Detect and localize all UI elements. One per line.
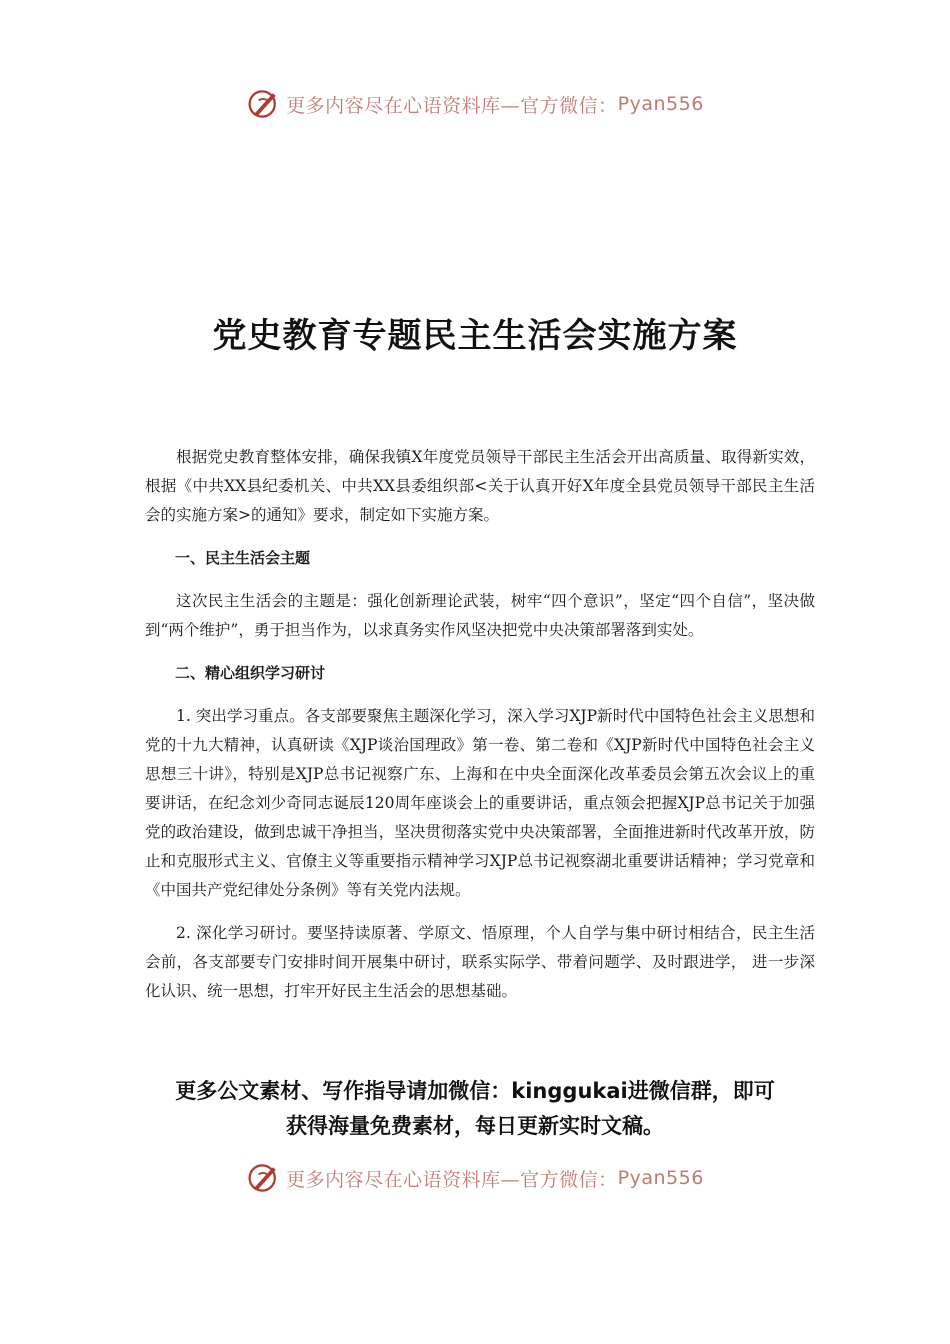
section2-heading: 二、精心组织学习研讨 [175, 664, 326, 682]
document-title: 党史教育专题民主生活会实施方案 [212, 316, 738, 356]
header-banner [0, 80, 950, 128]
intro-paragraph: 根据党史教育整体安排，确保我镇X年度党员领导干部民主生活会开出高质量、取得新实效，根据《中共XX县纪委机关、中共XX县委组织部<关于认真开好X年度全县党员领导干部民主生活会的实施方案>的通知》要求，制定如下实施方案。 [145, 448, 815, 524]
promo-block [120, 1074, 830, 1144]
footer-banner-wechat-id: Pyan556 [617, 1167, 704, 1189]
pen-logo-icon [246, 1160, 282, 1196]
document-body [145, 443, 815, 1020]
pen-logo-icon [246, 86, 282, 122]
footer-banner-text: 更多内容尽在心语资料库—官方微信： [286, 1168, 618, 1191]
promo-line-1: 更多公文素材、写作指导请加微信：kinggukai进微信群，即可 [175, 1079, 775, 1103]
header-banner-text: 更多内容尽在心语资料库—官方微信： [286, 94, 618, 117]
section1-heading: 一、民主生活会主题 [175, 549, 311, 567]
footer-banner [0, 1154, 950, 1202]
item2-paragraph: 2. 深化学习研讨。要坚持读原著、学原文、悟原理，个人自学与集中研讨相结合，民主生活会前，各支部要专门安排时间开展集中研讨，联系实际学、带着问题学、及时跟进学， 进一步深化认识、统一思想，打牢开好民主生活会的思想基础。 [145, 924, 815, 1000]
item1-paragraph: 1. 突出学习重点。各支部要聚焦主题深化学习，深入学习XJP新时代中国特色社会主义思想和党的十九大精神，认真研读《XJP谈治国理政》第一卷、第二卷和《XJP新时代中国特色社会主义思想三十讲》，特别是XJP总书记视察广东、上海和在中央全面深化改革委员会第五次会议上的重要讲话，在纪念刘少奇同志诞辰120周年座谈会上的重要讲话，重点领会把握XJP总书记关于加强党的政治建设，做到忠诚干净担当，坚决贯彻落实党中央决策部署，全面推进新时代改革开放，防止和克服形式主义、官僚主义等重要指示精神学习XJP总书记视察湖北重要讲话精神；学习党章和《中国共产党纪律处分条例》等有关党内法规。 [145, 707, 815, 899]
section1-paragraph: 这次民主生活会的主题是：强化创新理论武装，树牢“四个意识”，坚定“四个自信”，坚决做到“两个维护”，勇于担当作为，以求真务实作风坚决把党中央决策部署落到实处。 [145, 592, 815, 639]
promo-line-2: 获得海量免费素材，每日更新实时文稿。 [286, 1114, 664, 1138]
header-banner-wechat-id: Pyan556 [617, 93, 704, 115]
